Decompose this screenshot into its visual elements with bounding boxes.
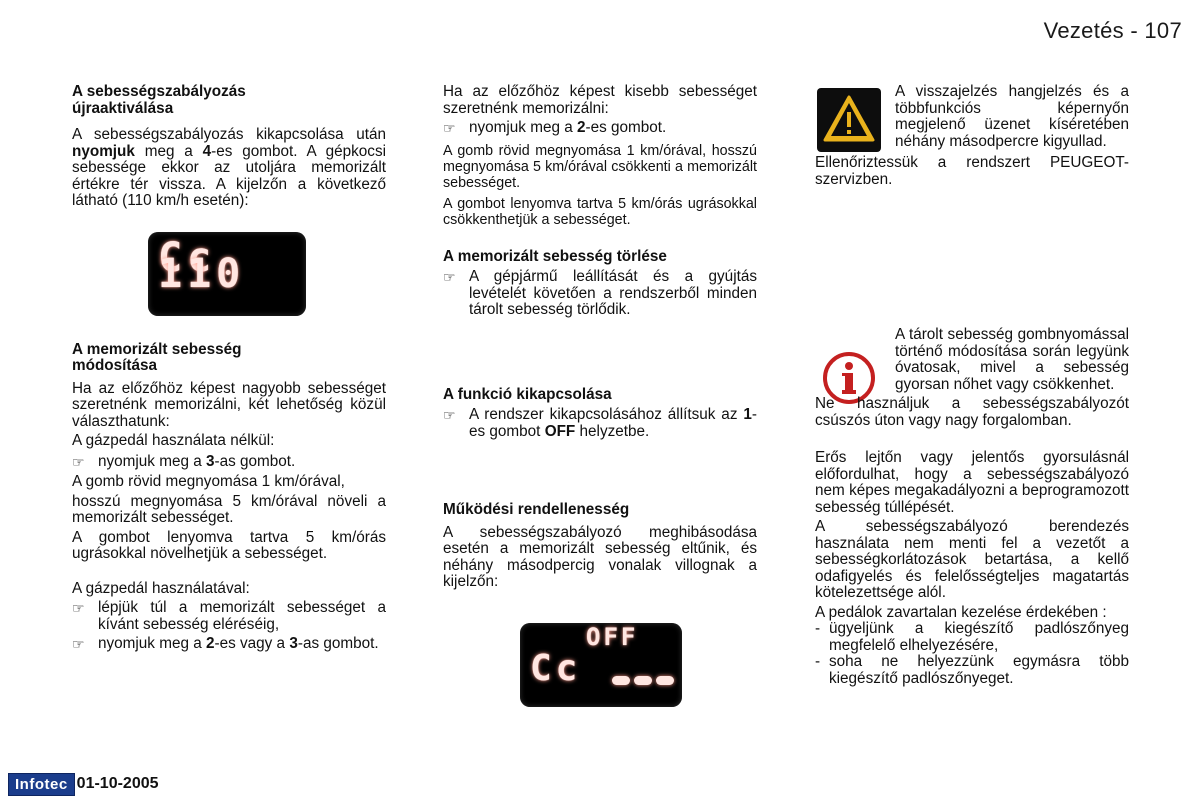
section-title-switch-off: A funkció kikapcsolása <box>443 385 612 403</box>
footer-date: 01-10-2005 <box>76 775 159 792</box>
pointing-hand-icon: ☞ <box>443 407 456 423</box>
dash-segment <box>634 676 652 685</box>
paragraph-no-accelerator: A gázpedál használata nélkül: <box>72 432 275 449</box>
list-item: ☞ nyomjuk meg a 3-as gombot. <box>72 452 296 470</box>
display-digits: Cc 110 <box>158 234 246 297</box>
column-right <box>815 84 1129 687</box>
page-number-header: Vezetés - 107 <box>1043 18 1182 43</box>
list-item: - ügyeljünk a kiegészítő padlószőnyeg megfelelő elhelyezésére, <box>815 620 1129 654</box>
column-middle <box>443 84 757 707</box>
infotec-logo: Infotec <box>8 773 75 796</box>
list-item: ☞ nyomjuk meg a 2-es vagy a 3-as gombot. <box>72 635 379 652</box>
section-title-modify: A memorizált sebesség módosítása <box>72 340 242 374</box>
paragraph-short-press: A gomb rövid megnyomása 1 km/órával, <box>72 473 345 490</box>
footer <box>8 773 159 795</box>
display-cc-text: Cc <box>530 647 582 689</box>
paragraph-driver-responsibility: A sebességszabályozó berendezés használata nem menti fel a vezetőt a sebességkorlátozások betartása, a kellő odafigyelés és felelősségteljes magatartás kötelezettsége alól. <box>815 518 1129 601</box>
section-title-erase: A memorizált sebesség törlése <box>443 247 667 265</box>
dash-segment <box>612 676 630 685</box>
paragraph-modify-intro: Ha az előzőhöz képest nagyobb sebességet szeretnénk memorizálni, két lehetőség közül választhatunk: <box>72 379 386 430</box>
paragraph-slope: Erős lejtőn vagy jelentős gyorsulásnál előfordulhat, hogy a sebességszabályozó nem képes megakadályozni a beprogramozott sebesség túllépését. <box>815 449 1129 516</box>
pointing-hand-icon: ☞ <box>443 120 456 136</box>
pointing-hand-icon: ☞ <box>72 600 85 616</box>
pointing-hand-icon: ☞ <box>72 636 85 652</box>
paragraph-hold-press: A gombot lenyomva tartva 5 km/órás ugrásokkal növelhetjük a sebességet. <box>72 528 386 562</box>
paragraph-warning-light: A visszajelzés hangjelzés és a többfunkciós képernyőn megjelenő üzenet kíséretében néhány másodpercre kigyullad. <box>895 83 1129 150</box>
speed-display-fault <box>520 623 682 707</box>
section-title-reactivate: A sebességszabályozás újraaktiválása <box>72 83 246 117</box>
paragraph-info-caution: A tárolt sebesség gombnyomással történő módosítása során legyünk óvatosak, mivel a sebesség gyorsan nőhet vagy csökkenhet. <box>895 326 1129 393</box>
paragraph-long-press: hosszú megnyomása 5 km/órával növeli a memorizált sebességet. <box>72 492 386 526</box>
display-dash-segments <box>612 676 674 685</box>
paragraph-reactivate: A sebességszabályozás kikapcsolása után nyomjuk meg a 4-es gombot. A gépkocsi sebessége ekkor az utoljára memorizált értékre tér vissza. A kijelzőn a következő látható (110 km/h esetén): <box>72 126 386 209</box>
paragraph-pedals: A pedálok zavartalan kezelése érdekében : <box>815 603 1107 621</box>
paragraph-fault: A sebességszabályozó meghibásodása esetén a memorizált sebesség eltűnik, és néhány másodpercig vonalak villognak a kijelzőn: <box>443 523 757 590</box>
paragraph-slippery-road: Ne használjuk a sebességszabályozót csúszós úton vagy nagy forgalomban. <box>815 395 1129 429</box>
list-item: ☞ lépjük túl a memorizált sebességet a kívánt sebesség eléréséig, <box>72 599 386 633</box>
pointing-hand-icon: ☞ <box>443 269 456 285</box>
list-item: - soha ne helyezzünk egymásra több kiegészítő padlószőnyeget. <box>815 653 1129 687</box>
column-left <box>72 84 386 653</box>
display-off-text: OFF <box>586 622 639 651</box>
speed-display-110 <box>148 232 306 316</box>
list-item: ☞ nyomjuk meg a 2-es gombot. <box>443 119 667 136</box>
paragraph-check-service: Ellenőriztessük a rendszert PEUGEOT-szervizben. <box>815 154 1129 188</box>
dash-segment <box>656 676 674 685</box>
paragraph-press-decrease: A gomb rövid megnyomása 1 km/órával, hosszú megnyomása 5 km/órával csökkenti a memorizált sebességet. <box>443 142 757 191</box>
pointing-hand-icon: ☞ <box>72 453 85 470</box>
paragraph-hold-decrease: A gombot lenyomva tartva 5 km/órás ugrásokkal csökkenthetjük a sebességet. <box>443 195 757 228</box>
list-item: ☞ A rendszer kikapcsolásához állítsuk az 1-es gombot OFF helyzetbe. <box>443 406 757 440</box>
paragraph-lower-speed: Ha az előzőhöz képest kisebb sebességet szeretnénk memorizálni: <box>443 83 757 117</box>
section-title-fault: Működési rendellenesség <box>443 501 630 518</box>
list-item: ☞ A gépjármű leállítását és a gyújtás levételét követően a rendszerből minden tárolt sebesség törlődik. <box>443 268 757 318</box>
paragraph-with-accelerator: A gázpedál használatával: <box>72 579 250 597</box>
